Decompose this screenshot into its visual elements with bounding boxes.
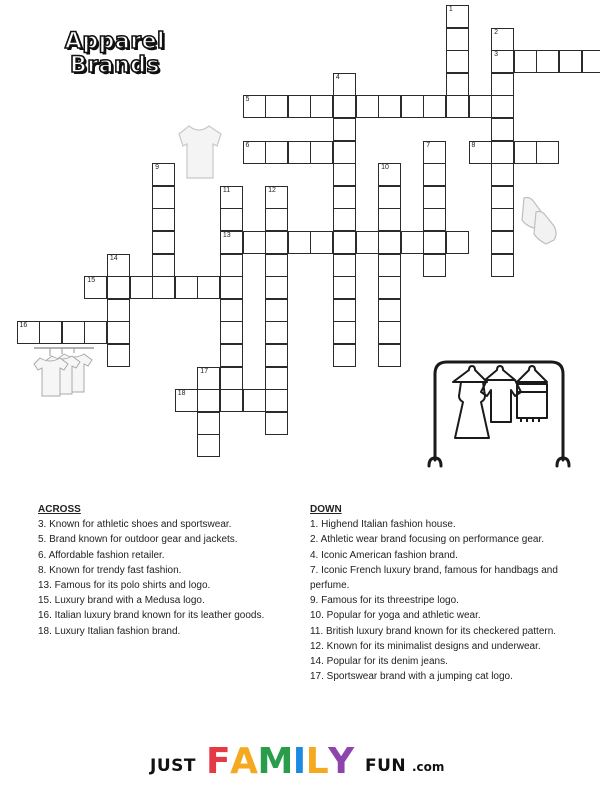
crossword-cell[interactable] xyxy=(107,321,130,344)
crossword-cell[interactable] xyxy=(469,141,492,164)
clue-number: 9 xyxy=(155,164,159,172)
crossword-cell[interactable] xyxy=(265,186,288,209)
crossword-cell[interactable] xyxy=(265,412,288,435)
crossword-cell[interactable] xyxy=(265,141,288,164)
crossword-cell[interactable] xyxy=(220,389,243,412)
logo-just: JUST xyxy=(150,756,196,776)
down-clue-11: 11. British luxury brand known for its checkered pattern. xyxy=(310,625,557,637)
crossword-cell[interactable] xyxy=(84,321,107,344)
crossword-cell[interactable] xyxy=(333,254,356,277)
across-heading: ACROSS xyxy=(38,504,81,515)
crossword-cell[interactable] xyxy=(446,73,469,96)
title-line-2: Brands xyxy=(70,53,160,78)
crossword-cell[interactable] xyxy=(243,141,266,164)
logo-letter: F xyxy=(206,741,231,782)
down-clue-4: 4. Iconic American fashion brand. xyxy=(310,549,458,561)
crossword-cell[interactable] xyxy=(423,254,446,277)
crossword-cell[interactable] xyxy=(220,344,243,367)
crossword-cell[interactable] xyxy=(333,73,356,96)
crossword-cell[interactable] xyxy=(446,231,469,254)
crossword-cell[interactable] xyxy=(333,95,356,118)
crossword-cell[interactable] xyxy=(423,231,446,254)
clue-number: 16 xyxy=(19,322,28,330)
crossword-cell[interactable] xyxy=(491,254,514,277)
down-clue-10: 10. Popular for yoga and athletic wear. xyxy=(310,610,481,622)
across-clue-5: 5. Brand known for outdoor gear and jackets. xyxy=(38,534,238,546)
crossword-cell[interactable] xyxy=(265,367,288,390)
clue-number: 18 xyxy=(177,390,186,398)
crossword-cell[interactable] xyxy=(378,254,401,277)
crossword-cell[interactable] xyxy=(265,208,288,231)
crossword-cell[interactable] xyxy=(265,95,288,118)
title-line-1: Apparel xyxy=(64,29,166,54)
crossword-cell[interactable] xyxy=(220,186,243,209)
crossword-cell[interactable] xyxy=(491,231,514,254)
crossword-cell[interactable] xyxy=(333,321,356,344)
across-clue-3: 3. Known for athletic shoes and sportswear. xyxy=(38,519,232,531)
clue-number: 7 xyxy=(426,141,431,149)
clue-number: 5 xyxy=(245,96,250,104)
crossword-cell[interactable] xyxy=(197,367,220,390)
crossword-cell[interactable] xyxy=(333,186,356,209)
crossword-cell[interactable] xyxy=(107,276,130,299)
hanging-shirts-icon xyxy=(32,344,102,400)
clue-number: 11 xyxy=(222,186,231,194)
crossword-cell[interactable] xyxy=(265,321,288,344)
crossword-cell[interactable] xyxy=(220,231,243,254)
clothing-rack-icon xyxy=(425,356,573,470)
crossword-cell[interactable] xyxy=(288,141,311,164)
logo-letter: L xyxy=(305,741,329,782)
clue-number: 12 xyxy=(268,186,276,194)
crossword-cell[interactable] xyxy=(152,231,175,254)
clue-number: 2 xyxy=(494,28,498,36)
logo-family xyxy=(206,742,354,782)
crossword-cell[interactable] xyxy=(401,95,424,118)
crossword-cell[interactable] xyxy=(378,163,401,186)
crossword-cell[interactable] xyxy=(243,389,266,412)
across-clue-16: 16. Italian luxury brand known for its leather goods. xyxy=(38,610,265,622)
down-clue-7: 7. Iconic French luxury brand, famous for handbags and perfume. xyxy=(310,564,558,592)
across-clue-15: 15. Luxury brand with a Medusa logo. xyxy=(38,595,205,607)
across-clue-18: 18. Luxury Italian fashion brand. xyxy=(38,625,181,637)
crossword-cell[interactable] xyxy=(491,208,514,231)
crossword-cell[interactable] xyxy=(130,276,153,299)
down-clue-9: 9. Famous for its threestripe logo. xyxy=(310,595,459,607)
crossword-cell[interactable] xyxy=(423,163,446,186)
crossword-cell[interactable] xyxy=(514,141,537,164)
crossword-cell[interactable] xyxy=(17,321,40,344)
across-clue-6: 6. Affordable fashion retailer. xyxy=(38,549,165,561)
crossword-cell[interactable] xyxy=(423,141,446,164)
crossword-cell[interactable] xyxy=(243,231,266,254)
crossword-cell[interactable] xyxy=(446,95,469,118)
sneakers-icon xyxy=(516,192,562,246)
crossword-cell[interactable] xyxy=(491,50,514,73)
clue-number: 1 xyxy=(448,6,453,13)
crossword-cell[interactable] xyxy=(423,95,446,118)
crossword-cell[interactable] xyxy=(446,5,469,28)
crossword-cell[interactable] xyxy=(582,50,600,73)
down-clue-2: 2. Athletic wear brand focusing on performance gear. xyxy=(310,534,545,546)
crossword-cell[interactable] xyxy=(152,208,175,231)
crossword-cell[interactable] xyxy=(378,344,401,367)
down-clue-17: 17. Sportswear brand with a jumping cat logo. xyxy=(310,671,513,683)
crossword-cell[interactable] xyxy=(220,299,243,322)
crossword-cell[interactable] xyxy=(333,208,356,231)
crossword-cell[interactable] xyxy=(265,231,288,254)
crossword-cell[interactable] xyxy=(175,276,198,299)
crossword-cell[interactable] xyxy=(356,231,379,254)
crossword-cell[interactable] xyxy=(84,276,107,299)
crossword-cell[interactable] xyxy=(491,95,514,118)
crossword-cell[interactable] xyxy=(39,321,62,344)
logo-letter: I xyxy=(292,741,306,782)
crossword-cell[interactable] xyxy=(152,163,175,186)
clue-number: 17 xyxy=(200,367,209,375)
crossword-cell[interactable] xyxy=(310,95,333,118)
crossword-cell[interactable] xyxy=(378,299,401,322)
clue-number: 15 xyxy=(87,277,96,285)
crossword-cell[interactable] xyxy=(491,141,514,164)
crossword-cell[interactable] xyxy=(333,299,356,322)
logo-letter: A xyxy=(230,741,258,782)
clue-number: 8 xyxy=(471,141,476,149)
clue-number: 10 xyxy=(381,164,389,172)
crossword-cell[interactable] xyxy=(265,254,288,277)
crossword-cell[interactable] xyxy=(401,231,424,254)
across-clue-13: 13. Famous for its polo shirts and logo. xyxy=(38,580,211,592)
crossword-cell[interactable] xyxy=(197,276,220,299)
crossword-cell[interactable] xyxy=(62,321,85,344)
crossword-cell[interactable] xyxy=(333,231,356,254)
crossword-cell[interactable] xyxy=(491,186,514,209)
crossword-cell[interactable] xyxy=(333,276,356,299)
clue-number: 4 xyxy=(335,73,340,81)
clue-number: 14 xyxy=(109,254,118,262)
crossword-cell[interactable] xyxy=(423,186,446,209)
crossword-cell[interactable] xyxy=(310,141,333,164)
down-heading: DOWN xyxy=(310,504,342,515)
crossword-cell[interactable] xyxy=(333,141,356,164)
crossword-cell[interactable] xyxy=(446,50,469,73)
crossword-cell[interactable] xyxy=(107,299,130,322)
crossword-cell[interactable] xyxy=(197,434,220,457)
crossword-cell[interactable] xyxy=(152,186,175,209)
logo-letter: M xyxy=(257,741,293,782)
crossword-cell[interactable] xyxy=(333,118,356,141)
crossword-cell[interactable] xyxy=(446,28,469,51)
crossword-cell[interactable] xyxy=(378,208,401,231)
crossword-cell[interactable] xyxy=(536,141,559,164)
crossword-cell[interactable] xyxy=(378,276,401,299)
crossword-cell[interactable] xyxy=(152,254,175,277)
crossword-cell[interactable] xyxy=(220,276,243,299)
across-clue-8: 8. Known for trendy fast fashion. xyxy=(38,564,182,576)
down-clue-14: 14. Popular for its denim jeans. xyxy=(310,656,448,668)
crossword-cell[interactable] xyxy=(378,95,401,118)
crossword-cell[interactable] xyxy=(265,299,288,322)
crossword-cell[interactable] xyxy=(220,367,243,390)
crossword-cell[interactable] xyxy=(333,344,356,367)
crossword-cell[interactable] xyxy=(288,95,311,118)
crossword-cell[interactable] xyxy=(243,95,266,118)
clue-number: 13 xyxy=(222,232,231,239)
crossword-cell[interactable] xyxy=(265,389,288,412)
crossword-cell[interactable] xyxy=(469,95,492,118)
down-clue-1: 1. Highend Italian fashion house. xyxy=(310,519,456,531)
crossword-cell[interactable] xyxy=(514,50,537,73)
crossword-cell[interactable] xyxy=(197,412,220,435)
crossword-cell[interactable] xyxy=(288,231,311,254)
crossword-cell[interactable] xyxy=(491,118,514,141)
t-shirt-icon xyxy=(175,122,223,182)
crossword-cell[interactable] xyxy=(265,276,288,299)
crossword-cell[interactable] xyxy=(107,344,130,367)
crossword-cell[interactable] xyxy=(220,254,243,277)
clue-number: 6 xyxy=(245,141,250,149)
crossword-cell[interactable] xyxy=(491,28,514,51)
crossword-cell[interactable] xyxy=(107,254,130,277)
crossword-cell[interactable] xyxy=(378,231,401,254)
crossword-cell[interactable] xyxy=(265,344,288,367)
logo-fun: FUN xyxy=(365,756,407,776)
down-clues xyxy=(310,502,585,684)
crossword-cell[interactable] xyxy=(310,231,333,254)
crossword-cell[interactable] xyxy=(559,50,582,73)
crossword-cell[interactable] xyxy=(356,95,379,118)
crossword-cell[interactable] xyxy=(378,321,401,344)
crossword-cell[interactable] xyxy=(333,163,356,186)
logo-com: .com xyxy=(412,760,445,774)
crossword-cell[interactable] xyxy=(491,163,514,186)
site-logo xyxy=(150,742,470,782)
down-clue-12: 12. Known for its minimalist designs and underwear. xyxy=(310,640,541,652)
crossword-cell[interactable] xyxy=(152,276,175,299)
crossword-cell[interactable] xyxy=(220,321,243,344)
crossword-cell[interactable] xyxy=(423,208,446,231)
clue-number: 3 xyxy=(494,51,498,59)
crossword-cell[interactable] xyxy=(491,73,514,96)
crossword-cell[interactable] xyxy=(220,208,243,231)
crossword-cell[interactable] xyxy=(175,389,198,412)
across-clues xyxy=(38,502,298,639)
crossword-cell[interactable] xyxy=(536,50,559,73)
crossword-cell[interactable] xyxy=(378,186,401,209)
logo-letter: Y xyxy=(328,741,354,782)
crossword-cell[interactable] xyxy=(197,389,220,412)
